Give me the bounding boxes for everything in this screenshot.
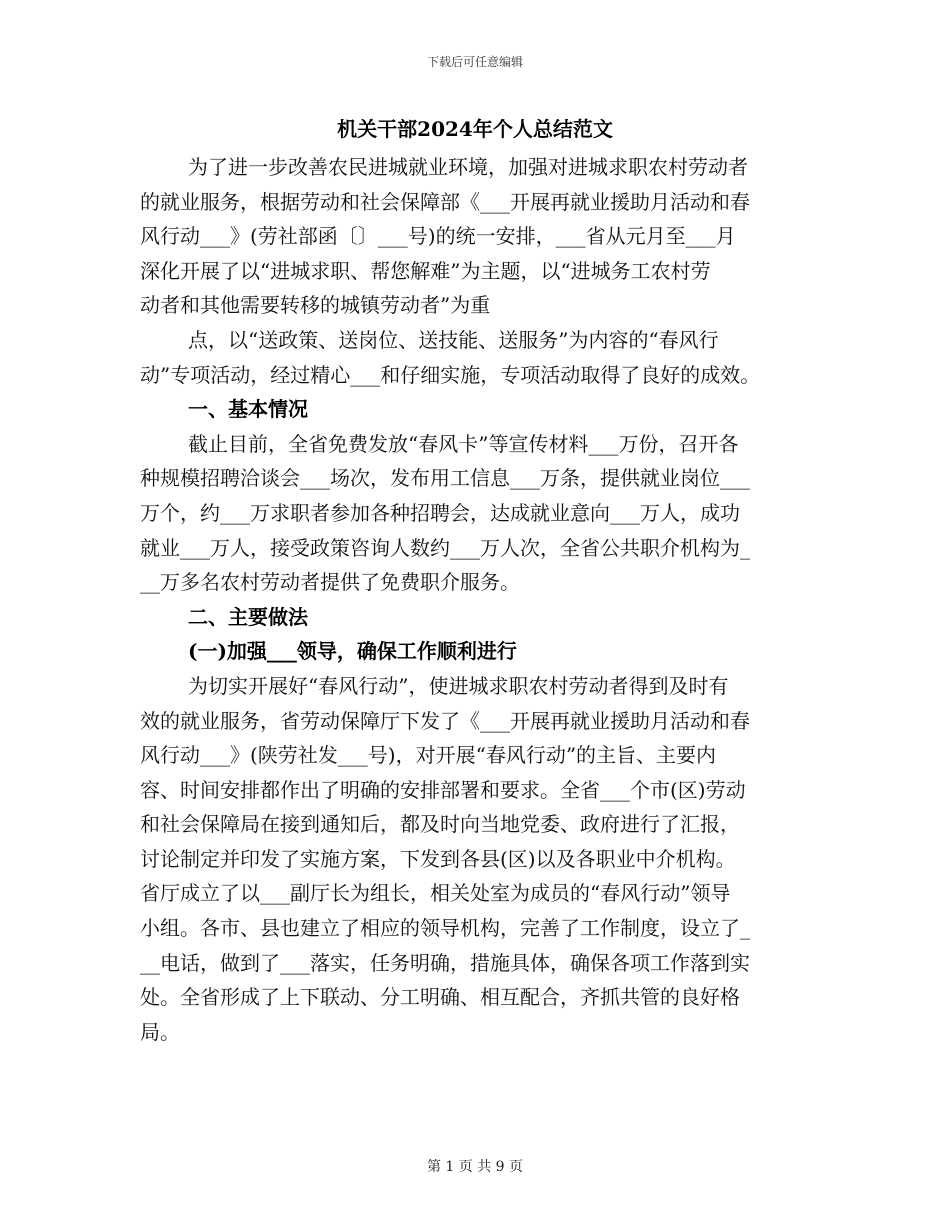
body-line: 风行动___》(劳社部函〔〕___号)的统一安排，___省从元月至___月 (140, 224, 736, 249)
body-line: 深化开展了以“进城求职、帮您解难”为主题，以“进城务工农村劳 (140, 258, 711, 283)
body-line: 就业___万人，接受政策咨询人数约___万人次，全省公共职介机构为_ (140, 535, 750, 560)
body-line: 动者和其他需要转移的城镇劳动者”为重 (140, 293, 491, 318)
document-title: 机关干部2024年个人总结范文 (337, 117, 613, 141)
body-line: 风行动___》(陕劳社发___号)，对开展“春风行动”的主旨、主要内 (140, 743, 717, 768)
body-line: 动”专项活动，经过精心___和仔细实施，专项活动取得了良好的成效。 (140, 362, 761, 387)
body-line: 省厅成立了以___副厅长为组长，相关处室为成员的“春风行动”领导 (140, 881, 731, 906)
subsection-heading: (一)加强___领导，确保工作顺利进行 (188, 639, 517, 664)
body-line: 截止目前，全省免费发放“春风卡”等宣传材料___万份，召开各 (188, 431, 739, 456)
body-line: 为了进一步改善农民进城就业环境，加强对进城求职农村劳动者 (188, 155, 748, 179)
body-line: 容、时间安排都作出了明确的安排部署和要求。全省___个市(区)劳动 (140, 777, 746, 802)
body-line: 和社会保障局在接到通知后，都及时向当地党委、政府进行了汇报， (140, 812, 740, 837)
body-line: 讨论制定并印发了实施方案，下发到各县(区)以及各职业中介机构。 (140, 846, 736, 871)
body-line: 效的就业服务，省劳动保障厅下发了《___开展再就业援助月活动和春 (140, 708, 750, 733)
body-line: 万个，约___万求职者参加各种招聘会，达成就业意向___万人，成功 (140, 500, 740, 525)
body-line: 为切实开展好“春风行动”，使进城求职农村劳动者得到及时有 (188, 673, 729, 698)
section-heading: 一、基本情况 (188, 397, 308, 422)
body-line: __万多名农村劳动者提供了免费职介服务。 (140, 570, 520, 595)
body-line: 局。 (140, 1019, 180, 1044)
body-line: 种规模招聘洽谈会___场次，发布用工信息___万条，提供就业岗位___ (140, 466, 750, 491)
body-line: 点，以“送政策、送岗位、送技能、送服务”为内容的“春风行 (188, 327, 719, 352)
section-heading: 二、主要做法 (188, 604, 308, 629)
body-line: 处。全省形成了上下联动、分工明确、相互配合，齐抓共管的良好格 (140, 985, 740, 1010)
page-number: 第 1 页 共 9 页 (426, 1159, 524, 1175)
body-line: 小组。各市、县也建立了相应的领导机构，完善了工作制度，设立了_ (140, 916, 750, 941)
header-note: 下载后可任意编辑 (426, 55, 523, 69)
body-line: __电话，做到了___落实，任务明确，措施具体，确保各项工作落到实 (140, 950, 750, 975)
document-body (140, 150, 810, 1049)
body-line: 的就业服务，根据劳动和社会保障部《___开展再就业援助月活动和春 (140, 189, 750, 214)
